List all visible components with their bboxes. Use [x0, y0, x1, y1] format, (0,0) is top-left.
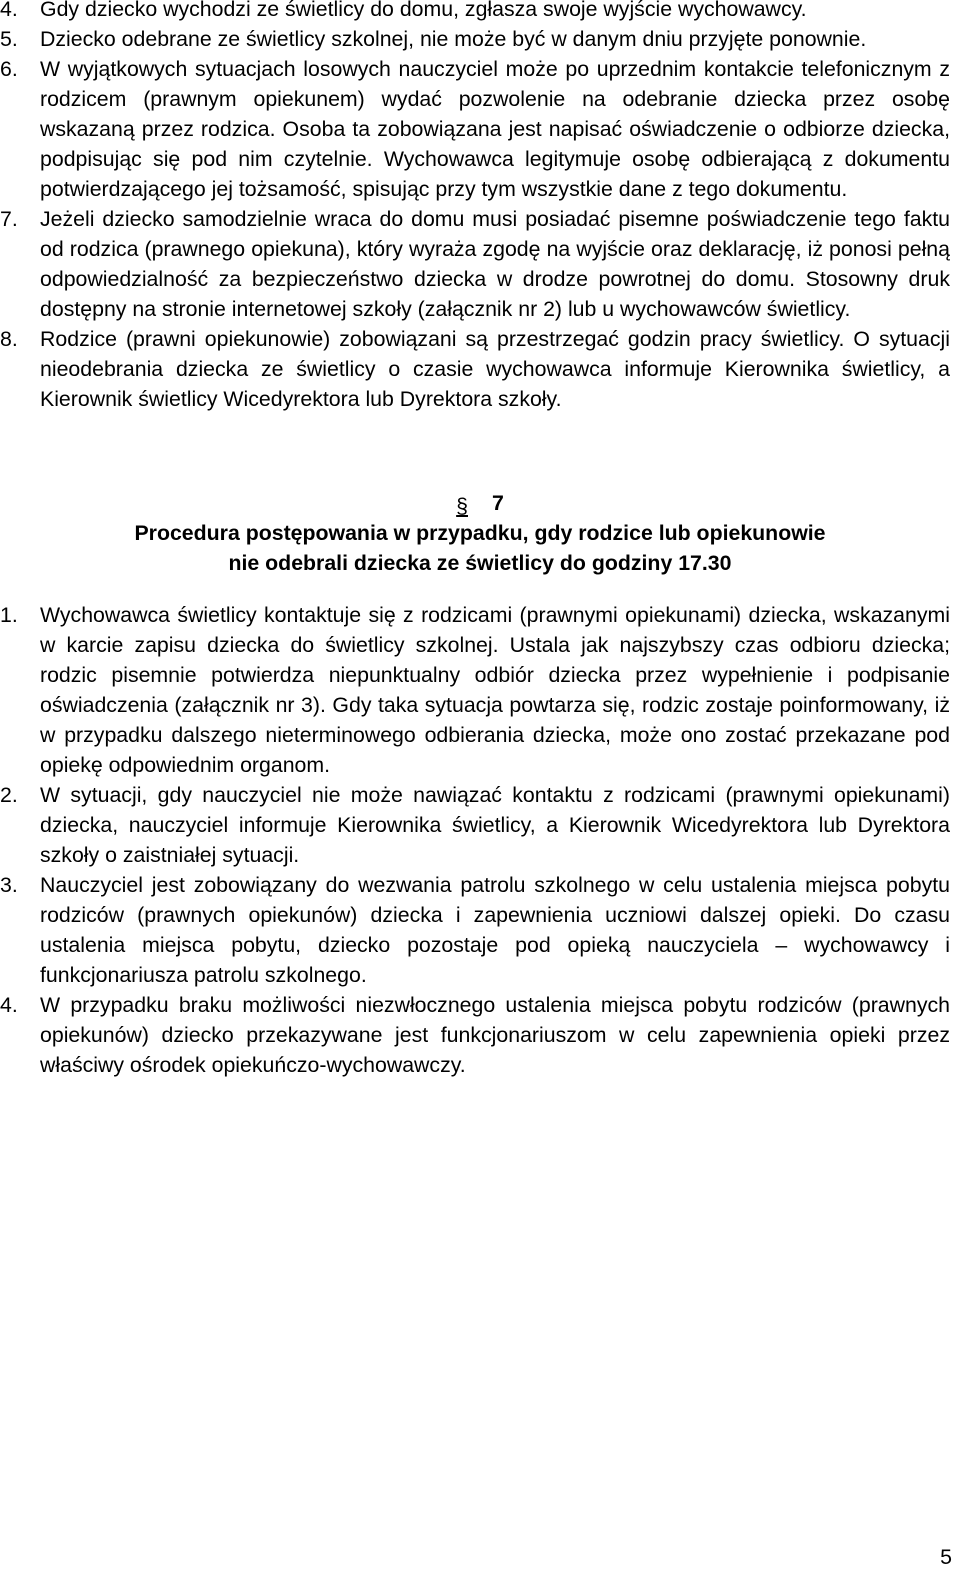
list-item: [0, 54, 960, 204]
item-text: Gdy dziecko wychodzi ze świetlicy do domu, zgłasza swoje wyjście wychowawcy.: [40, 0, 807, 21]
list-item: [0, 990, 960, 1080]
item-text: Wychowawca świetlicy kontaktuje się z rodzicami (prawnymi opiekunami) dziecka, wskazanymi w karcie zapisu dziecka do świetlicy szkolnej. Ustala jak najszybszy czas odbioru dziecka; rodzic pisemnie potwierdza niepunktualny odbiór dziecka przez wypełnienie i podpisanie oświadczenia (załącznik nr 3). Gdy taka sytuacja powtarza się, rodzic zostaje poinformowany, iż w przypadku dalszego nieterminowego odbierania dziecka, może ono zostać przekazane pod opiekę odpowiednim organom.: [40, 603, 950, 777]
item-number: 2.: [0, 783, 18, 807]
item-text: Nauczyciel jest zobowiązany do wezwania patrolu szkolnego w celu ustalenia miejsca pobytu rodziców (prawnych opiekunów) dziecka i zapewnienia uczniowi dalszej opieki. Do czasu ustalenia miejsca pobytu, dziecko pozostaje pod opieką nauczyciela – wychowawcy i funkcjonariusza patrolu szkolnego.: [40, 873, 950, 987]
item-text: Rodzice (prawni opiekunowie) zobowiązani są przestrzegać godzin pracy świetlicy. O sytuacji nieodebrania dziecka ze świetlicy o czasie wychowawca informuje Kierownika świetlicy, a Kierownik świetlicy Wicedyrektora lub Dyrektora szkoły.: [40, 327, 950, 411]
item-number: 4.: [0, 0, 18, 21]
item-text: Dziecko odebrane ze świetlicy szkolnej, nie może być w danym dniu przyjęte ponownie.: [40, 27, 867, 51]
item-number: 8.: [0, 327, 18, 351]
item-text: W sytuacji, gdy nauczyciel nie może nawiązać kontaktu z rodzicami (prawnymi opiekunami) dziecka, nauczyciel informuje Kierownika świetlicy, a Kierownik Wicedyrektora lub Dyrektora szkoły o zaistniałej sytuacji.: [40, 783, 950, 867]
section-title-line-1: Procedura postępowania w przypadku, gdy rodzice lub opiekunowie: [134, 521, 826, 545]
section-sign: §: [456, 494, 468, 518]
item-number: 5.: [0, 27, 18, 51]
list-item: [0, 780, 960, 870]
list-item: [0, 0, 960, 24]
section-heading: [0, 488, 960, 578]
list-item: [0, 870, 960, 990]
page-number: 5: [940, 1545, 952, 1569]
item-text: W przypadku braku możliwości niezwłocznego ustalenia miejsca pobytu rodziców (prawnych opiekunów) dziecko przekazywane jest funkcjonariuszom w celu zapewnienia opieki przez właściwy ośrodek opiekuńczo-wychowawczy.: [40, 993, 950, 1077]
item-number: 1.: [0, 603, 18, 627]
list-item: [0, 24, 960, 54]
item-text: W wyjątkowych sytuacjach losowych nauczyciel może po uprzednim kontakcie telefonicznym z rodzicem (prawnym opiekunem) wydać pozwolenie na odebranie dziecka przez osobę wskazaną przez rodzica. Osoba ta zobowiązana jest napisać oświadczenie o odbiorze dziecka, podpisując się pod nim czytelnie. Wychowawca legitymuje osobę odbierającą z dokumentu potwierdzającego jej tożsamość, spisując przy tym wszystkie dane z tego dokumentu.: [40, 57, 950, 201]
list-item: [0, 204, 960, 324]
item-number: 7.: [0, 207, 18, 231]
item-number: 3.: [0, 873, 18, 897]
list-item: [0, 600, 960, 780]
section-title-line-2: nie odebrali dziecka ze świetlicy do godziny 17.30: [228, 551, 732, 575]
item-number: 4.: [0, 993, 18, 1017]
item-number: 6.: [0, 57, 18, 81]
list-item: [0, 324, 960, 414]
section-number-line: [0, 488, 960, 518]
item-text: Jeżeli dziecko samodzielnie wraca do domu musi posiadać pisemne poświadczenie tego faktu od rodzica (prawnego opiekuna), który wyraża zgodę na wyjście oraz deklarację, iż ponosi pełną odpowiedzialność za bezpieczeństwo dziecka w drodze powrotnej do domu. Stosowny druk dostępny na stronie internetowej szkoły (załącznik nr 2) lub u wychowawców świetlicy.: [40, 207, 950, 321]
procedure-list: [0, 600, 960, 1080]
rules-list: [0, 0, 960, 414]
section-number: 7: [492, 491, 504, 515]
